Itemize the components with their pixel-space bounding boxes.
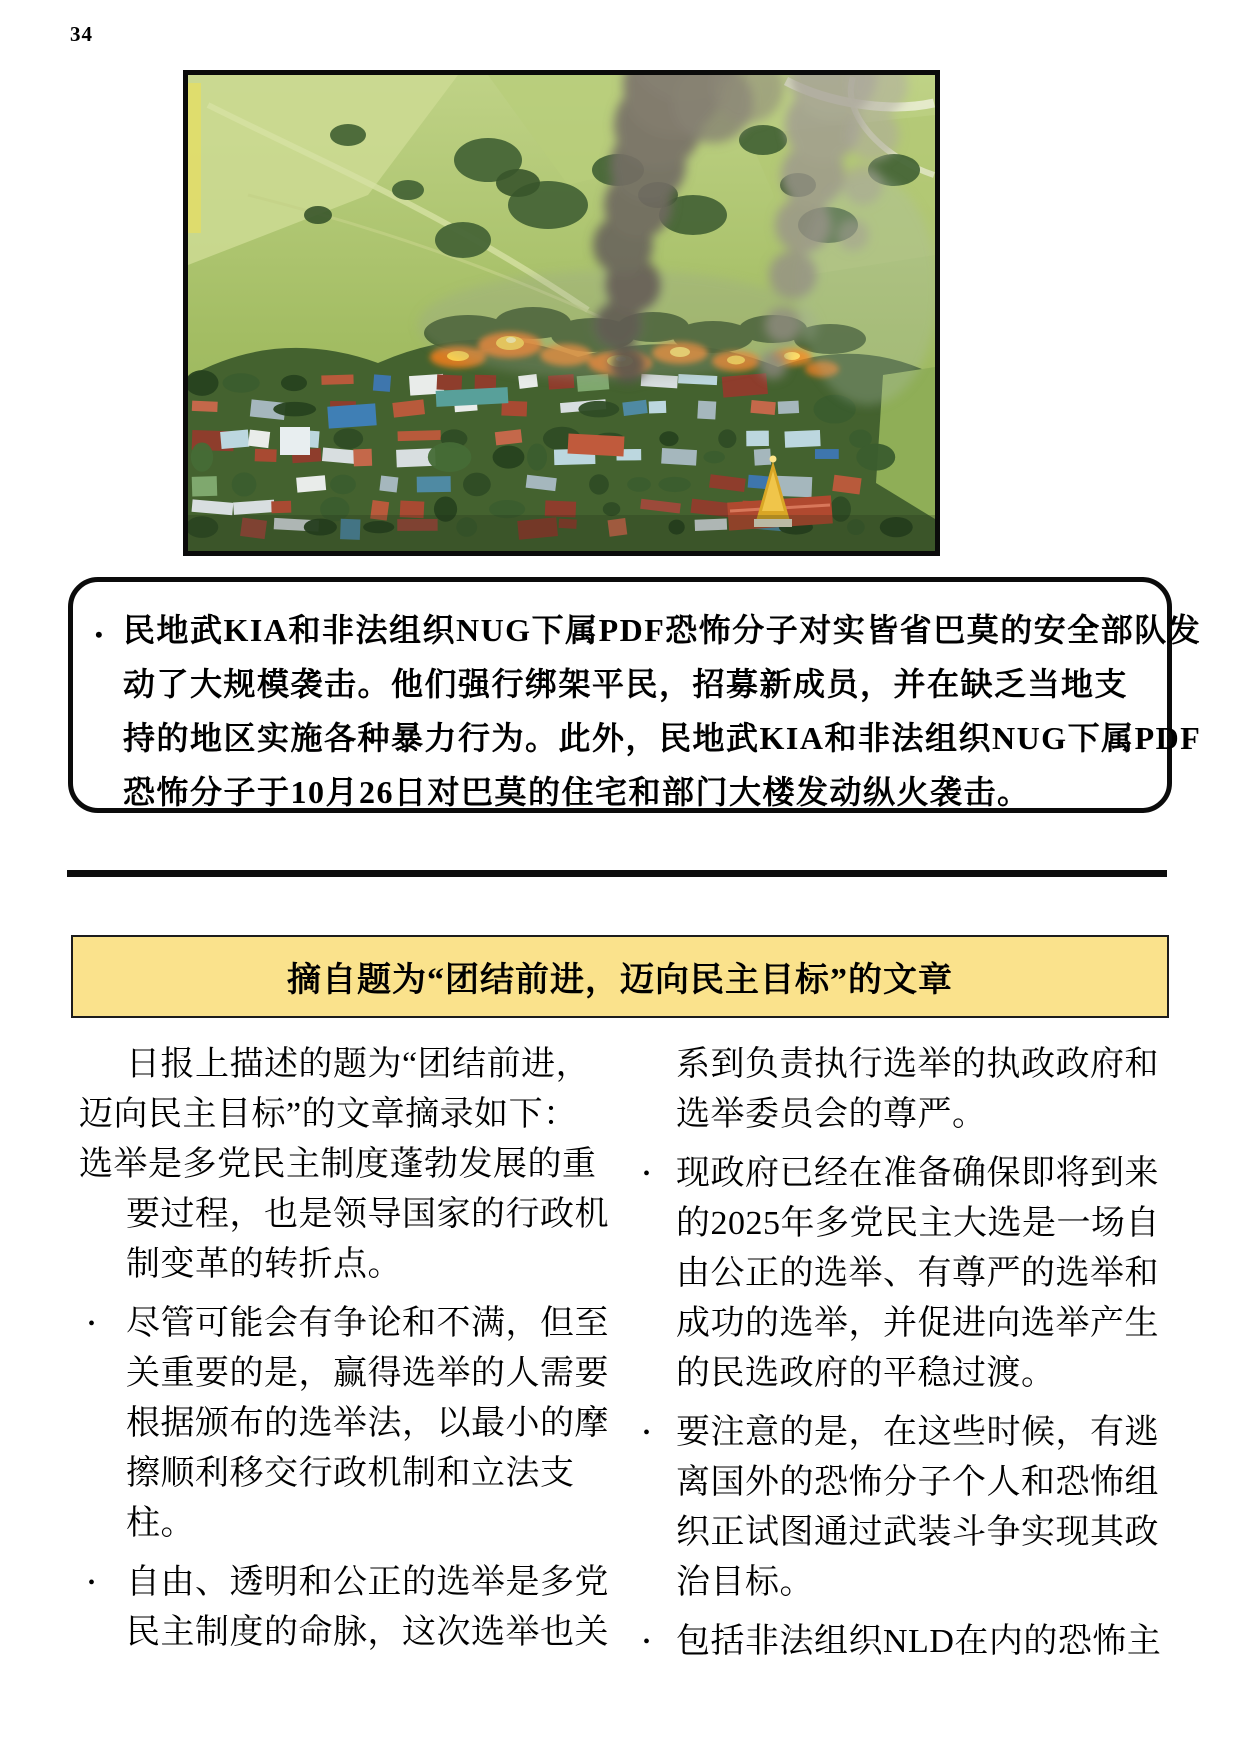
article-line-text: 系到负责执行选举的执政政府和 [676,1046,1159,1083]
article-line-text: 民主制度的命脉，这次选举也关 [126,1614,609,1651]
article-column-right [640,1040,1160,1667]
article-line-text: 擦顺利移交行政机制和立法支 [126,1455,575,1492]
article-line-text: 由公正的选举、有尊严的选举和 [676,1255,1159,1292]
article-line [79,1140,609,1190]
article-line [640,1349,1160,1399]
article-line-text: 选举是多党民主制度蓬勃发展的重 [79,1146,597,1183]
article-line-text: 柱。 [126,1505,195,1542]
article-line [640,1149,1160,1199]
article-line-text: 要过程，也是领导国家的行政机 [126,1196,609,1233]
article-line-text: 治目标。 [676,1564,814,1601]
article-line-text: 织正试图通过武装斗争实现其政 [676,1514,1159,1551]
alert-line: 恐怖分子于10月26日对巴莫的住宅和部门大楼发动纵火袭击。 [123,774,1031,810]
article-line [79,1090,609,1140]
article-line [79,1558,609,1608]
article-line-text: 包括非法组织NLD在内的恐怖主 [676,1623,1162,1660]
article-column-left [79,1040,609,1658]
article-line-text: 成功的选举，并促进向选举产生 [676,1305,1159,1342]
article-line-text: 日报上描述的题为“团结前进， [126,1046,591,1083]
article-line [79,1399,609,1449]
alert-box [68,577,1202,813]
article-line [79,1190,609,1240]
article-line [640,1558,1160,1608]
bullet-icon: • [643,1422,651,1444]
section-divider [67,870,1167,877]
article-line-text: 根据颁布的选举法，以最小的摩 [126,1405,609,1442]
article-line [640,1040,1160,1090]
article-line-text: 制变革的转折点。 [126,1246,402,1283]
bullet-icon: • [643,1163,651,1185]
article-line [640,1090,1160,1140]
alert-line: 持的地区实施各种暴力行为。此外，民地武KIA和非法组织NUG下属PDF [123,720,1202,756]
alert-line: 动了大规模袭击。他们强行绑架平民，招募新成员，并在缺乏当地支 [123,666,1129,702]
article-line [79,1499,609,1549]
bullet-icon: • [643,1631,651,1653]
article-line [79,1240,609,1290]
section-header [71,935,1169,1018]
alert-line: 民地武KIA和非法组织NUG下属PDF恐怖分子对实皆省巴莫的安全部队发 [123,612,1202,648]
article-line [640,1249,1160,1299]
article-line-text: 的2025年多党民主大选是一场自 [676,1205,1160,1242]
bullet-icon: • [88,1313,96,1335]
article-line [640,1299,1160,1349]
article-line [640,1617,1160,1667]
aerial-photo [183,70,940,556]
section-title: 摘自题为“团结前进，迈向民主目标”的文章 [287,962,953,999]
article-line-text: 关重要的是，赢得选举的人需要 [126,1355,609,1392]
article-line-text: 迈向民主目标”的文章摘录如下： [79,1096,578,1133]
article-line [640,1458,1160,1508]
article-line [79,1040,609,1090]
article-line-text: 的民选政府的平稳过渡。 [676,1355,1056,1392]
bullet-icon: • [95,622,103,647]
article-line [640,1199,1160,1249]
article-line [640,1408,1160,1458]
bullet-icon: • [88,1572,96,1594]
article-line [79,1608,609,1658]
alert-text [123,603,1202,819]
article-line [79,1449,609,1499]
article-line-text: 离国外的恐怖分子个人和恐怖组 [676,1464,1159,1501]
article-line-text: 尽管可能会有争论和不满，但至 [126,1305,609,1342]
article-line [79,1299,609,1349]
aerial-photo-illustration [188,75,935,551]
article-line-text: 选举委员会的尊严。 [676,1096,987,1133]
article-line [79,1349,609,1399]
page-number: 34 [70,22,93,46]
article-line [640,1508,1160,1558]
article-line-text: 现政府已经在准备确保即将到来 [676,1155,1159,1192]
article-line-text: 要注意的是，在这些时候，有逃 [676,1414,1159,1451]
article-line-text: 自由、透明和公正的选举是多党 [126,1564,609,1601]
